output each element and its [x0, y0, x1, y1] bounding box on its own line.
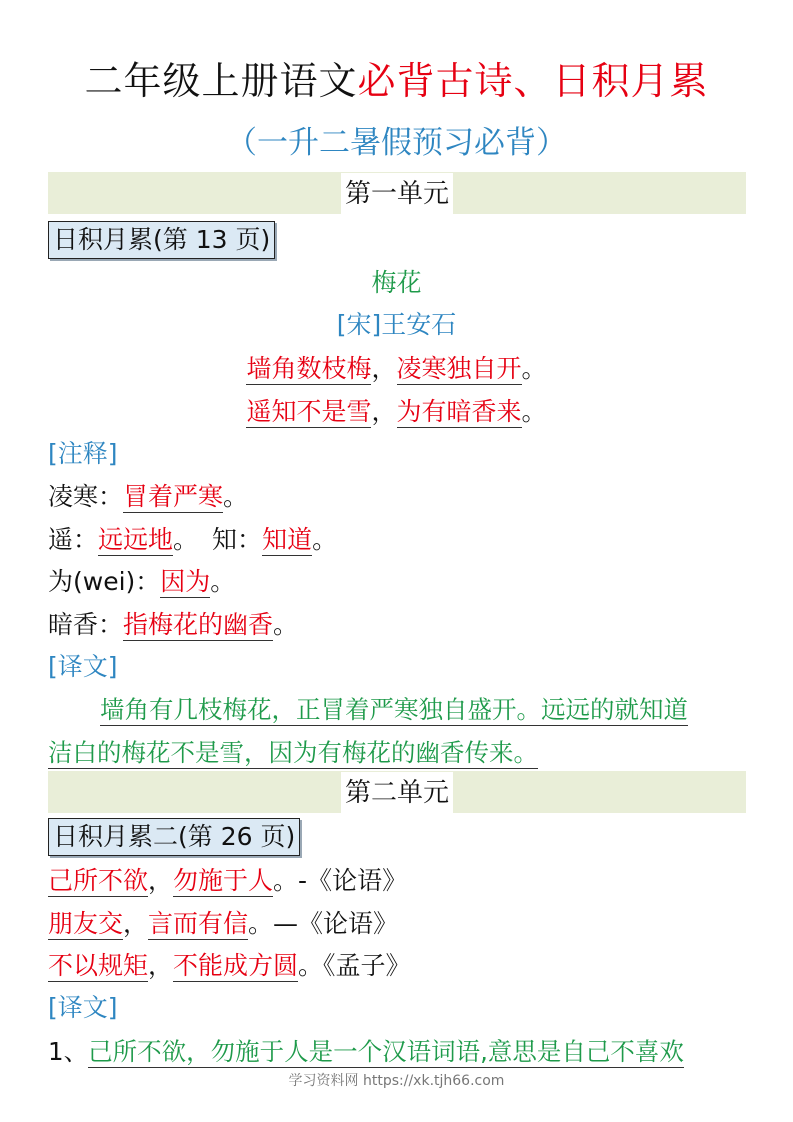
translation-1-text-1: 墙角有几枝梅花，正冒着严寒独自盛开。远远的就知道 — [100, 695, 688, 724]
unit1-band — [48, 172, 746, 214]
note-4 — [48, 564, 235, 600]
saying-3b: 不能成方圆 — [173, 951, 299, 980]
note-4-def: 因为 — [160, 567, 211, 596]
poem-line-2 — [0, 394, 793, 430]
translation-1-line-1 — [100, 692, 688, 728]
translation-2-item-1 — [48, 1034, 684, 1070]
title-red: 必背古诗、日积月累 — [357, 59, 709, 103]
note-1 — [48, 479, 248, 515]
translation-1-text-2: 洁白的梅花不是雪，因为有梅花的幽香传来。 — [48, 738, 538, 767]
saying-3-comma: ， — [148, 951, 174, 980]
note-3-period: 。 — [312, 525, 338, 554]
translation-label-1: [译文] — [48, 652, 118, 681]
note-5-term: 暗香： — [48, 610, 124, 639]
saying-2a: 朋友交 — [48, 909, 124, 938]
poem-author: 王安石 — [381, 310, 457, 339]
saying-3-source: 。《孟子》 — [298, 951, 411, 980]
poem-line-1a: 墙角数枝梅 — [246, 354, 372, 383]
saying-1 — [48, 863, 407, 899]
poem-line-1b: 凌寒独自开 — [396, 354, 522, 383]
poem-author-line — [0, 307, 793, 343]
saying-3a: 不以规矩 — [48, 951, 149, 980]
note-2 — [48, 522, 337, 558]
poem-line-2b: 为有暗香来 — [396, 397, 522, 426]
saying-1-comma: ， — [148, 866, 174, 895]
unit2-heading: 第二单元 — [341, 772, 453, 814]
saying-1a: 己所不欲 — [48, 866, 149, 895]
page-title — [0, 56, 793, 106]
saying-1b: 勿施于人 — [173, 866, 274, 895]
poem-line-2a: 遥知不是雪 — [246, 397, 372, 426]
poem-comma-2: ， — [371, 397, 397, 426]
note-2-term: 遥： — [48, 525, 99, 554]
saying-2 — [48, 906, 398, 942]
note-3-def: 知道 — [262, 525, 313, 554]
note-1-period: 。 — [223, 482, 249, 511]
saying-2-comma: ， — [123, 909, 149, 938]
saying-3 — [48, 948, 411, 984]
title-black: 二年级上册语文 — [84, 59, 358, 103]
note-1-def: 冒着严寒 — [123, 482, 224, 511]
saying-2b: 言而有信 — [148, 909, 249, 938]
poem-title: 梅花 — [371, 268, 422, 297]
page-subtitle: （一升二暑假预习必背） — [226, 125, 567, 161]
note-5-period: 。 — [273, 610, 299, 639]
translation-label-2: [译文] — [48, 993, 118, 1022]
translation-1-line-2 — [48, 735, 538, 771]
poem-line-1 — [0, 351, 793, 387]
unit2-section-box: 日积月累二(第 26 页) — [48, 818, 300, 856]
translation-2-text: 己所不欲，勿施于人是一个汉语词语,意思是自己不喜欢 — [88, 1037, 684, 1066]
poem-dynasty: [宋] — [336, 310, 382, 339]
note-5-def: 指梅花的幽香 — [123, 610, 274, 639]
poem-period-2: 。 — [521, 397, 547, 426]
note-2-def: 远远地 — [98, 525, 174, 554]
note-4-period: 。 — [210, 567, 236, 596]
unit2-band — [48, 771, 746, 813]
poem-comma-1: ， — [371, 354, 397, 383]
unit1-heading: 第一单元 — [341, 173, 453, 215]
notes-label: [注释] — [48, 439, 118, 468]
note-5 — [48, 607, 298, 643]
translation-2-num: 1、 — [48, 1037, 89, 1066]
unit1-section-box: 日积月累(第 13 页) — [48, 221, 275, 259]
note-4-term: 为(wei)： — [48, 567, 161, 596]
poem-period-1: 。 — [521, 354, 547, 383]
saying-2-source: 。—《论语》 — [248, 909, 399, 938]
note-3-term: 知： — [212, 525, 263, 554]
page-footer: 学习资料网 https://xk.tjh66.com — [288, 1073, 505, 1089]
note-2-period: 。 — [173, 525, 199, 554]
saying-1-source: 。-《论语》 — [273, 866, 408, 895]
note-1-term: 凌寒： — [48, 482, 124, 511]
